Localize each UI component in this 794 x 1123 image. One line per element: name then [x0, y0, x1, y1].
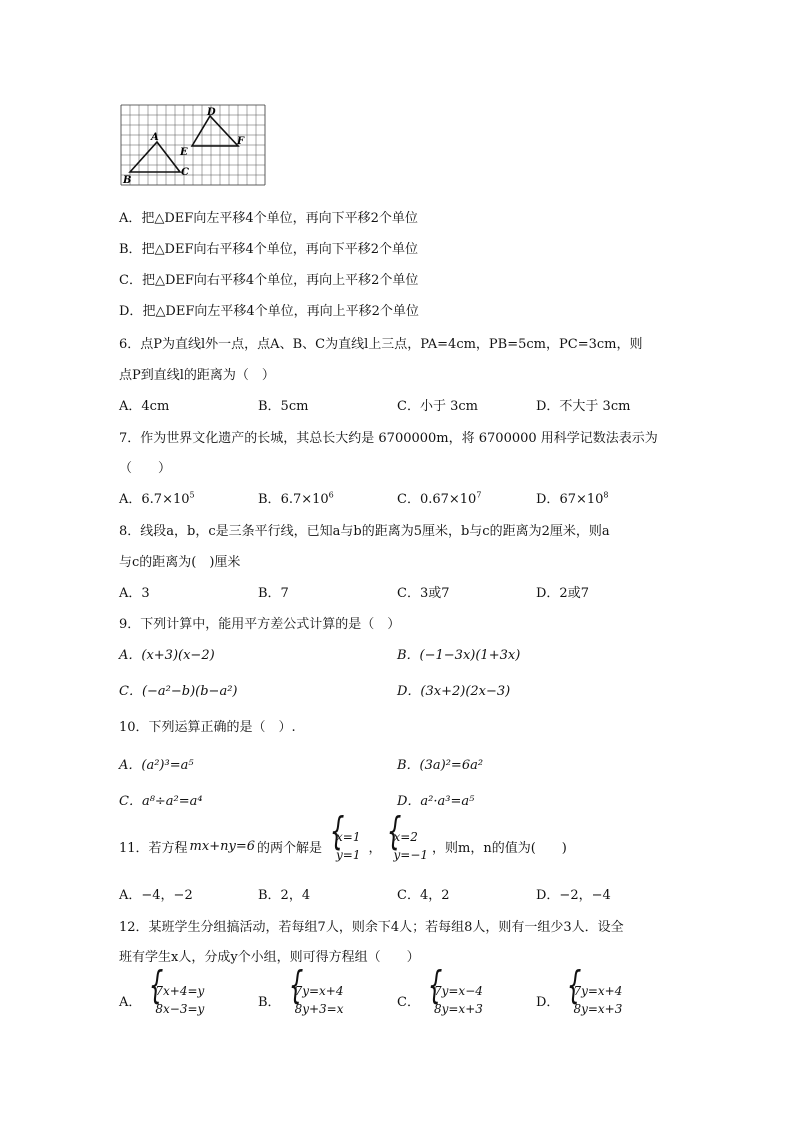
q8-option-b: B．7 — [258, 586, 289, 601]
eq-line: 8y=x+3 — [573, 1002, 623, 1016]
q10-option-c: C．a⁸÷a²=a⁴ — [119, 794, 203, 809]
q11-option-d: D．−2，−4 — [536, 888, 611, 903]
eq-line: { x=2 — [393, 830, 418, 844]
option-letter: D． — [536, 994, 560, 1010]
q7-option-d — [536, 488, 609, 507]
q10-stem: 10．下列运算正确的是（ ）. — [119, 720, 296, 735]
eq-line: y=1 — [336, 848, 361, 862]
q5-option-a — [119, 207, 418, 226]
option-letter: D． — [536, 492, 560, 507]
label-c: C — [181, 167, 189, 178]
option-base: 6.7×10 — [280, 492, 329, 507]
q8-stem-line1: 8．线段a，b，c是三条平行线，已知a与b的距离为5厘米，b与c的距离为2厘米，则a — [119, 524, 610, 539]
q11-pre: 11．若方程 — [119, 840, 188, 856]
q11-mid: 的两个解是 — [256, 840, 322, 856]
eq-line: 8x−3=y — [155, 1002, 205, 1016]
eq-line: { 7x+4=y — [155, 984, 205, 998]
q9-option-d: D．(3x+2)(2x−3) — [397, 684, 511, 699]
q6-option-c: C．小于 3cm — [397, 399, 478, 414]
label-d: D — [207, 107, 216, 118]
q11-option-c: C．4，2 — [397, 888, 450, 903]
option-text: 把△DEF向左平移4个单位，再向上平移2个单位 — [142, 304, 419, 319]
q6-option-d: D．不大于 3cm — [536, 399, 631, 414]
option-letter: D． — [119, 304, 143, 319]
label-e: E — [180, 147, 188, 158]
q10-option-b: B．(3a)²=6a² — [397, 758, 484, 773]
q12-option-b — [258, 982, 344, 1018]
equation-system — [426, 982, 483, 1018]
eq-line: { x=1 — [336, 830, 361, 844]
eq-line: y=−1 — [393, 848, 429, 862]
equation-system — [565, 982, 622, 1018]
option-letter: C． — [119, 273, 142, 288]
option-letter: B． — [258, 994, 281, 1010]
q9-option-b: B．(−1−3x)(1+3x) — [397, 648, 521, 663]
q9-option-a: A．(x+3)(x−2) — [119, 648, 215, 663]
equation-system — [287, 982, 344, 1018]
q5-option-c — [119, 269, 418, 288]
q11-post: ，则m，n的值为( ) — [432, 840, 567, 856]
eq-line: 8y+3=x — [294, 1002, 344, 1016]
q7-option-b — [258, 488, 334, 507]
option-letter: A． — [119, 211, 142, 226]
option-letter: A． — [119, 994, 142, 1010]
q8-option-d: D．2或7 — [536, 586, 589, 601]
q11-equation: mx+ny=6 — [189, 838, 255, 854]
q11-stem: 11．若方程 mx+ny=6 的两个解是 { x=1 y=1 ， { x=2 y=−1 ，则m，n的值为( ) — [119, 828, 567, 864]
triangle-def — [192, 116, 238, 146]
q7-stem-line1: 7．作为世界文化遗产的长城，其总长大约是 6700000m，将 6700000 用科学记数法表示为 — [119, 431, 658, 446]
option-text: 把△DEF向右平移4个单位，再向下平移2个单位 — [141, 242, 419, 257]
option-text: 把△DEF向左平移4个单位，再向下平移2个单位 — [141, 211, 418, 226]
option-exponent: 7 — [476, 490, 482, 500]
q12-option-a — [119, 982, 204, 1018]
q12-stem-line2: 班有学生x人，分成y个小组，则可得方程组（ ） — [119, 950, 420, 965]
q6-stem-line1: 6．点P为直线l外一点，点A、B、C为直线l上三点，PA=4cm，PB=5cm，PC=3cm，则 — [119, 337, 643, 352]
q12-option-c — [397, 982, 483, 1018]
label-a: A — [151, 132, 159, 143]
q8-option-c: C．3或7 — [397, 586, 450, 601]
q12-option-d — [536, 982, 622, 1018]
option-exponent: 5 — [189, 490, 195, 500]
q11-option-a: A．−4，−2 — [119, 888, 193, 903]
option-letter: B． — [119, 242, 142, 257]
q12-stem-line1: 12．某班学生分组搞活动，若每组7人，则余下4人；若每组8人，则有一组少3人．设全 — [119, 920, 624, 935]
eq-line: { 7y=x+4 — [294, 984, 344, 998]
q5-option-d — [119, 300, 419, 319]
option-letter: A． — [119, 492, 142, 507]
q9-option-c: C．(−a²−b)(b−a²) — [119, 684, 238, 699]
q8-option-a: A．3 — [119, 586, 150, 601]
option-base: 0.67×10 — [419, 492, 477, 507]
option-letter: C． — [397, 994, 420, 1010]
q10-option-a: A．(a²)³=a⁵ — [119, 758, 194, 773]
q9-stem: 9．下列计算中，能用平方差公式计算的是（ ） — [119, 617, 401, 632]
option-base: 67×10 — [559, 492, 604, 507]
option-text: 把△DEF向右平移4个单位，再向上平移2个单位 — [141, 273, 419, 288]
option-letter: B． — [258, 492, 281, 507]
eq-line: 8y=x+3 — [433, 1002, 483, 1016]
q8-stem-line2: 与c的距离为( )厘米 — [119, 555, 241, 570]
q10-option-d: D．a²·a³=a⁵ — [397, 794, 475, 809]
q6-option-b: B．5cm — [258, 399, 309, 414]
option-exponent: 6 — [328, 490, 334, 500]
q11-solution-1 — [328, 828, 360, 864]
grid-figure — [120, 104, 266, 186]
option-letter: C． — [397, 492, 420, 507]
q5-option-b — [119, 238, 418, 257]
option-exponent: 8 — [603, 490, 609, 500]
q7-stem-line2: （ ） — [119, 461, 172, 476]
q11-solution-2 — [385, 828, 428, 864]
q7-option-c — [397, 488, 481, 507]
q7-option-a — [119, 488, 195, 507]
triangle-abc — [130, 142, 180, 172]
eq-line: { 7y=x+4 — [573, 984, 623, 998]
q6-stem-line2: 点P到直线l的距离为（ ） — [119, 368, 275, 383]
option-base: 6.7×10 — [141, 492, 190, 507]
q6-option-a: A．4cm — [119, 399, 170, 414]
eq-line: { 7y=x−4 — [433, 984, 483, 998]
label-b: B — [123, 175, 132, 186]
equation-system — [147, 982, 204, 1018]
q11-option-b: B．2，4 — [258, 888, 311, 903]
label-f: F — [237, 136, 245, 147]
